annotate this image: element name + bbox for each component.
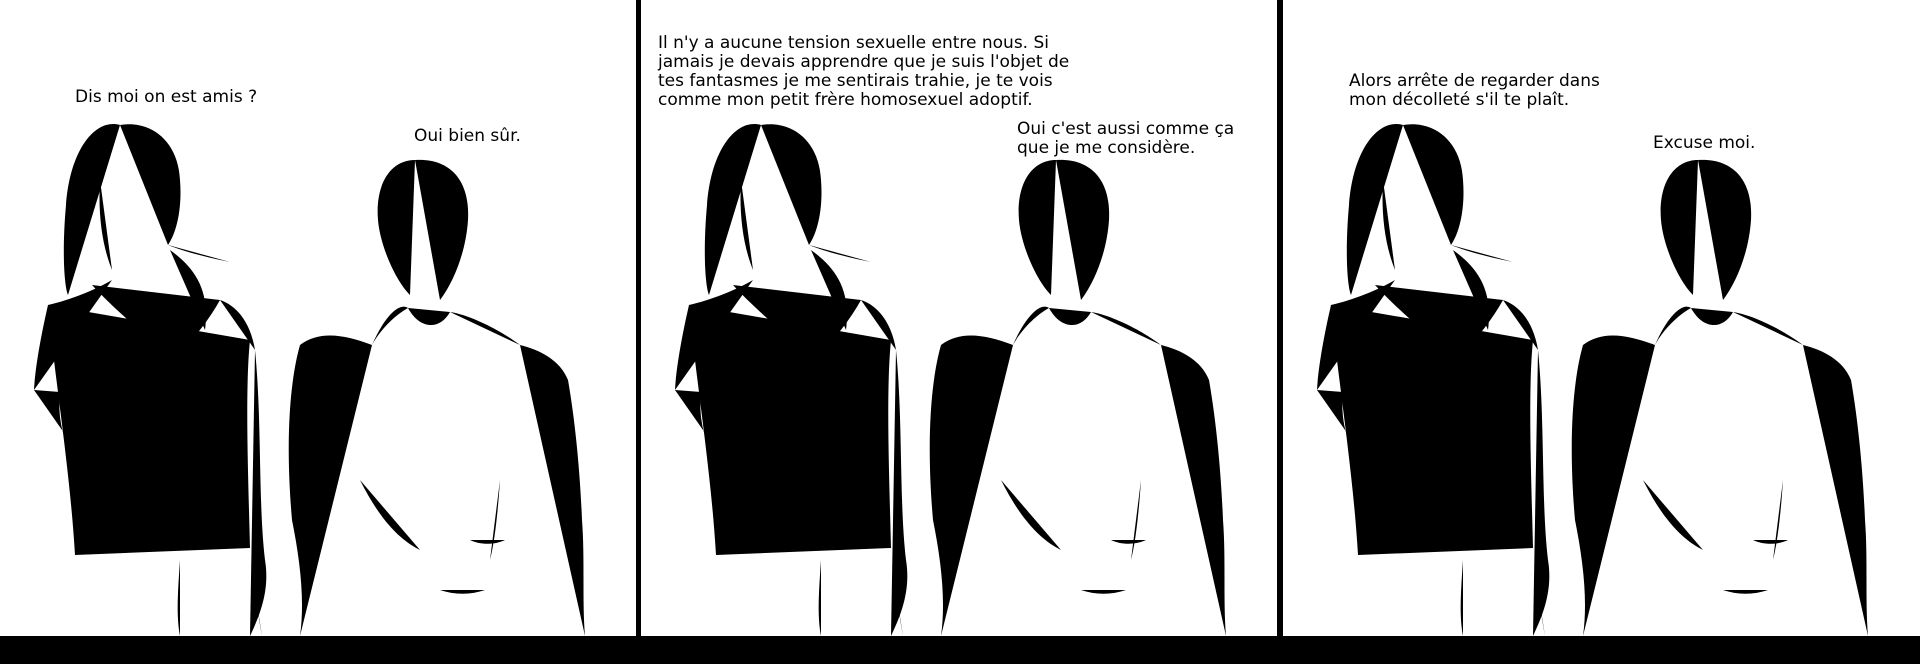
- comic-panel-1: [0, 0, 636, 636]
- comic-panel-3: [1283, 0, 1920, 636]
- comic-panel-2: [641, 0, 1277, 636]
- speech-text-woman: Dis moi on est amis ?: [75, 87, 258, 107]
- speech-text-woman: Alors arrête de regarder dans mon décolleté s'il te plaît.: [1349, 71, 1600, 110]
- man-figure: [1572, 160, 1868, 636]
- woman-figure: [675, 124, 907, 636]
- man-figure: [289, 160, 585, 636]
- speech-text-woman: Il n'y a aucune tension sexuelle entre nous. Si jamais je devais apprendre que je suis l'objet de tes fantasmes je me sentirais trahie, je te vois comme mon petit frère homosexuel adoptif.: [658, 33, 1070, 110]
- man-figure: [930, 160, 1226, 636]
- speech-text-man: Excuse moi.: [1653, 133, 1756, 153]
- speech-text-man: Oui bien sûr.: [414, 126, 521, 146]
- woman-figure: [34, 124, 266, 636]
- woman-figure: [1317, 124, 1549, 636]
- speech-text-man: Oui c'est aussi comme ça que je me considère.: [1017, 119, 1235, 158]
